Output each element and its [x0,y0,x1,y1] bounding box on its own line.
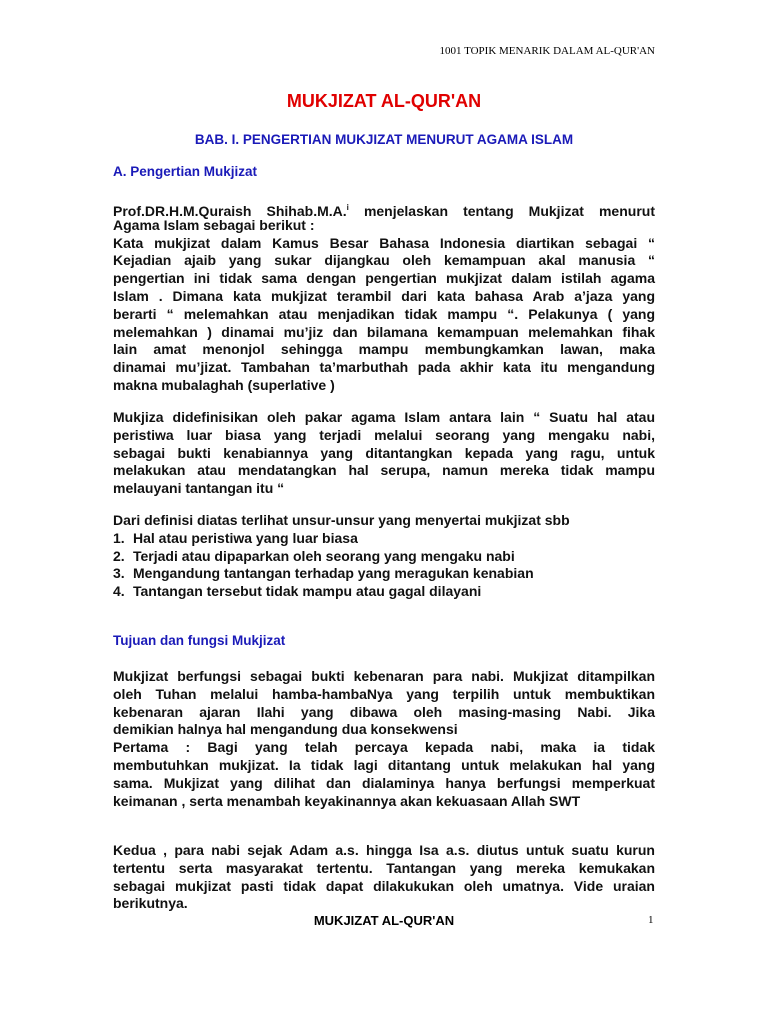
text-line: sebagai bukti kenabiannya yang ditantangkan kepada yang ragu, untuk [113,444,655,461]
list-item [113,565,655,583]
text-line: peristiwa luar biasa yang terjadi melalui seorang yang mengaku nabi, [113,426,655,443]
text-line: berikutnya. [113,895,188,912]
text-line-part: menjelaskan tentang Mukjizat menurut [348,203,655,219]
text-line: demikian halnya hal mengandung dua konsekwensi [113,721,458,738]
list-number: 2. [113,547,125,564]
list-text: Terjadi atau dipaparkan oleh seorang yang mengaku nabi [133,547,515,564]
chapter-heading: BAB. I. PENGERTIAN MUKJIZAT MENURUT AGAMA ISLAM [194,132,574,147]
text-line: oleh Tuhan melalui hamba-hambaNya yang terpilih untuk membuktikan [113,685,655,702]
footnote-marker[interactable]: i [346,203,349,212]
text-line: Islam . Dimana kata mukjizat terambil dari kata bahasa Arab a’jaza yang [113,287,655,304]
document-title: MUKJIZAT AL-QUR'AN [286,91,482,111]
list-number: 4. [113,583,125,600]
text-line: lain amat menonjol sehingga mampu membungkamkan lawan, maka [113,341,655,358]
text-line: Kata mukjizat dalam Kamus Besar Bahasa Indonesia diartikan sebagai “ [113,234,655,251]
list-item [113,530,655,548]
paragraph-expert-definition [113,409,655,498]
list-text: Mengandung tantangan terhadap yang meragukan kenabian [133,565,534,582]
text-line: keimanan , serta menambah keyakinannya akan kekuasaan Allah SWT [113,792,581,809]
text-line: Agama Islam sebagai berikut : [113,216,315,233]
elements-list [113,512,655,601]
text-line: berarti “ melemahkan atau menjadikan tidak mampu “. Pelakunya ( yang [113,305,655,322]
list-item [113,548,655,566]
footer-title: MUKJIZAT AL-QUR'AN [313,913,455,928]
text-line: Mukjizat berfungsi sebagai bukti kebenaran para nabi. Mukjizat ditampilkan [113,668,655,684]
list-number: 3. [113,565,125,582]
text-line: Mukjiza didefinisikan oleh pakar agama Islam antara lain “ Suatu hal atau [113,409,655,425]
list-text: Tantangan tersebut tidak mampu atau gagal dilayani [133,583,482,600]
text-line: melauyani tantangan itu “ [113,480,285,497]
section-heading-pengertian: A. Pengertian Mukjizat [113,164,258,179]
text-line: sama. Mukjizat yang dilihat dan dialaminya hanya berfungsi memperkuat [113,774,655,791]
text-line: melakukan atau mendatangkan hal serupa, namun mereka tidak mampu [113,462,655,479]
list-number: 1. [113,529,125,546]
text-line-part: Prof.DR.H.M.Quraish Shihab.M.A. [113,203,347,219]
text-line: Pertama : Bagi yang telah percaya kepada nabi, maka ia tidak [113,739,655,756]
text-line: sebagai mukjizat pasti tidak dapat dilakukukan oleh umatnya. Vide uraian [113,877,655,894]
text-line: membutuhkan mukjizat. Ia tidak lagi ditantang untuk melakukan hal yang [113,756,655,773]
paragraph-second-consequence [113,842,655,913]
page-number: 1 [648,914,654,926]
text-line: Kedua , para nabi sejak Adam a.s. hingga Isa a.s. diutus untuk suatu kurun [113,842,655,858]
text-line: kebenaran ajaran Ilahi yang dibawa oleh masing-masing Nabi. Jika [113,703,655,720]
running-header: 1001 TOPIK MENARIK DALAM AL-QUR'AN [439,45,655,57]
text-line: Kejadian ajaib yang sukar dijangkau oleh kemampuan akal manusia “ [113,252,655,269]
text-line: tertentu serta masyarakat tertentu. Tantangan yang mereka kemukakan [113,859,655,876]
paragraph-definition [113,199,655,395]
list-text: Hal atau peristiwa yang luar biasa [133,529,358,546]
text-line: pengertian ini tidak sama dengan pengertian mukjizat dalam istilah agama [113,270,655,287]
text-line: melemahkan ) dinamai mu’jiz dan bilamana kemampuan melemahkan fihak [113,323,655,340]
text-line [113,199,655,217]
section-heading-tujuan: Tujuan dan fungsi Mukjizat [113,633,286,648]
list-item [113,583,655,601]
list-intro: Dari definisi diatas terlihat unsur-unsur yang menyertai mukjizat sbb [113,512,570,528]
paragraph-function [113,668,655,810]
text-line: dinamai mu’jizat. Tambahan ta’marbuthah pada akhir kata itu mengandung [113,359,655,376]
text-line: makna mubalaghah (superlative ) [113,376,335,393]
